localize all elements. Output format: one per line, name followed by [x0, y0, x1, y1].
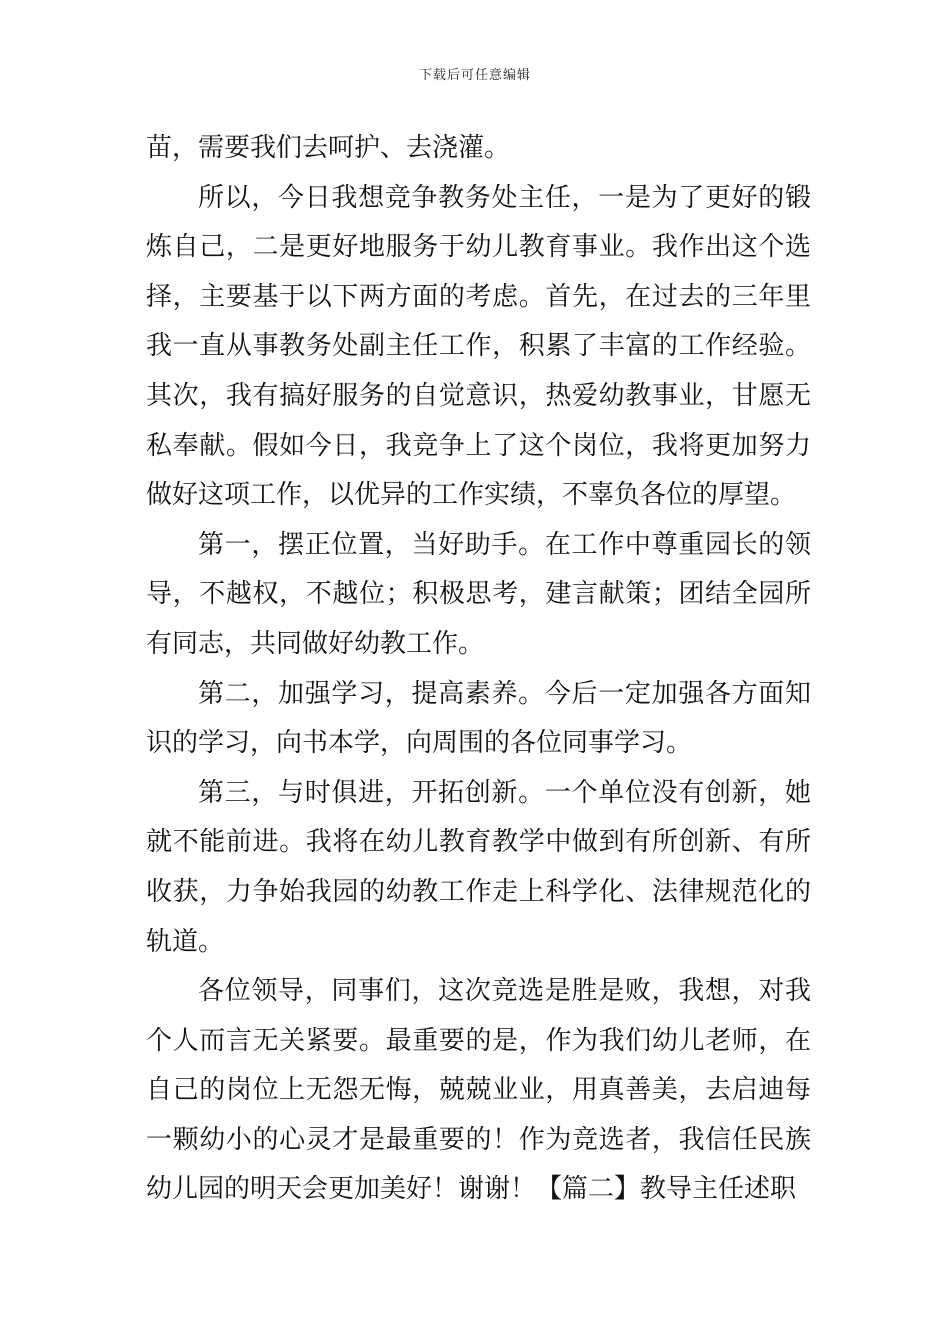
paragraph-continuation: 苗，需要我们去呵护、去浇灌。: [146, 133, 511, 163]
paragraph-point-one: 第一，摆正位置，当好助手。在工作中尊重园长的领导，不越权，不越位；积极思考，建言献策；团结全园所有同志，共同做好幼教工作。: [146, 529, 811, 659]
page-header: 下载后可任意编辑: [418, 68, 531, 83]
paragraph-point-two: 第二，加强学习，提高素养。今后一定加强各方面知识的学习，向书本学，向周围的各位同事学习。: [146, 678, 811, 759]
paragraph-closing: 各位领导，同事们，这次竞选是胜是败，我想，对我个人而言无关紧要。最重要的是，作为我们幼儿老师，在自己的岗位上无怨无悔，兢兢业业，用真善美，去启迪每一颗幼小的心灵才是最重要的！作为竞选者，我信任民族幼儿园的明天会更加美好！谢谢！【篇二】教导主任述职: [146, 976, 811, 1205]
paragraph-motivation: 所以，今日我想竞争教务处主任，一是为了更好的锻炼自己，二是更好地服务于幼儿教育事业。我作出这个选择，主要基于以下两方面的考虑。首先，在过去的三年里我一直从事教务处副主任工作，积累了丰富的工作经验。其次，我有搞好服务的自觉意识，热爱幼教事业，甘愿无私奉献。假如今日，我竞争上了这个岗位，我将更加努力做好这项工作，以优异的工作实绩，不辜负各位的厚望。: [146, 182, 811, 511]
paragraph-point-three: 第三，与时俱进，开拓创新。一个单位没有创新，她就不能前进。我将在幼儿教育教学中做到有所创新、有所收获，力争始我园的幼教工作走上科学化、法律规范化的轨道。: [146, 777, 811, 957]
document-body: [146, 124, 811, 1215]
